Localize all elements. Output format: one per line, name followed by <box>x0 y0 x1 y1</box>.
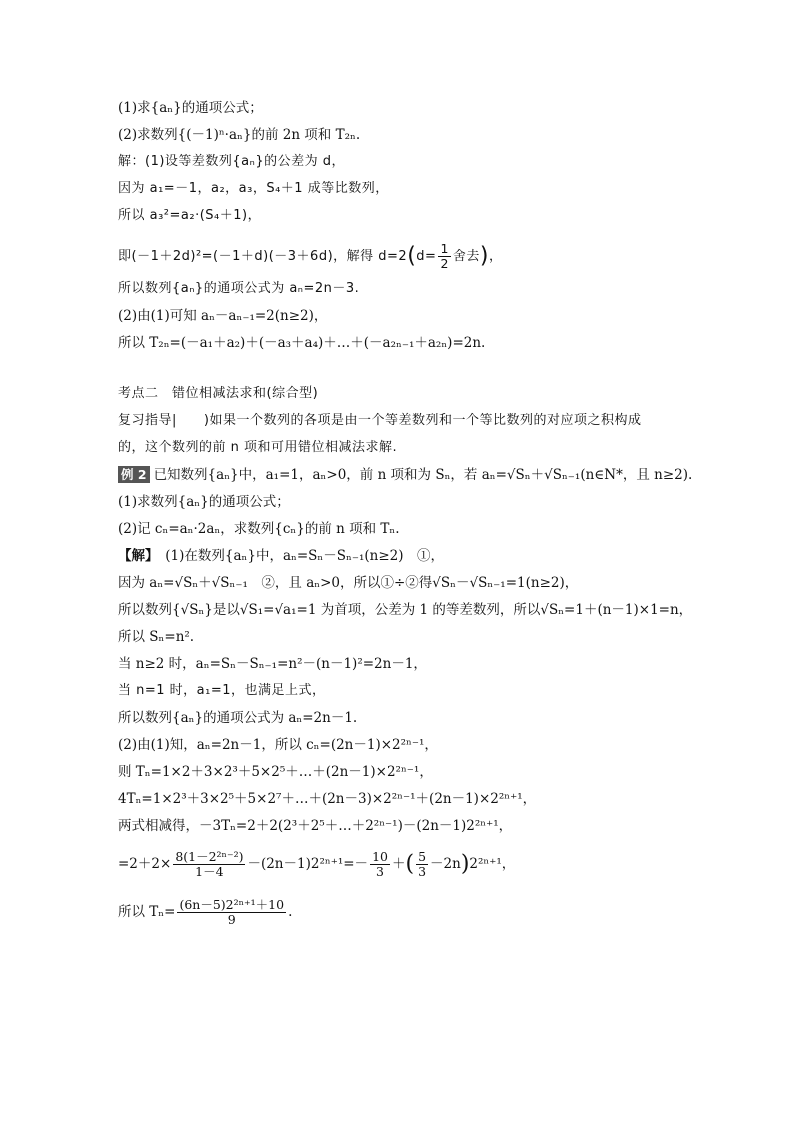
answer-line-10: 4Tₙ=1×2³＋3×2⁵＋5×2⁷＋…＋(2n－3)×2²ⁿ⁻¹＋(2n－1)×2²ⁿ⁺¹， <box>118 791 537 807</box>
fraction-sum: $\frac{\text{8(1－2²ⁿ⁻²)}}{1-4}$ <box>175 849 244 879</box>
fraction-ten-thirds: $\frac{10}{3}$ <box>372 849 388 879</box>
solve-d: d= <box>416 249 437 264</box>
answer-line-4: 所以 Sₙ=n². <box>118 629 195 645</box>
review-guide-line-1: 复习指导| )如果一个数列的各项是由一个等差数列和一个等比数列的对应项之积构成 <box>118 413 642 428</box>
example-badge: 例 2 <box>118 466 150 483</box>
solution-geometric: 因为 a₁=－1，a₂，a₃，S₄＋1 成等比数列， <box>118 181 389 196</box>
answer-line-8: (2)由(1)知，aₙ=2n－1，所以 cₙ=(2n－1)×2²ⁿ⁻¹， <box>118 737 438 753</box>
fraction-half: $\frac{1}{2}$ <box>440 241 449 271</box>
answer-line-1: 【解】 (1)在数列{aₙ}中，aₙ=Sₙ－Sₙ₋₁(n≥2) ①， <box>118 548 444 564</box>
answer-line-5: 当 n≥2 时，aₙ=Sₙ－Sₙ₋₁=n²－(n－1)²=2n－1， <box>118 656 427 672</box>
answer-label: 【解】 <box>118 548 152 564</box>
answer-line-2: 因为 aₙ=√Sₙ＋√Sₙ₋₁ ②，且 aₙ>0，所以①÷②得√Sₙ－√Sₙ₋₁=1(n≥2)， <box>118 575 579 591</box>
answer-line-7: 所以数列{aₙ}的通项公式为 aₙ=2n－1. <box>118 710 358 726</box>
question-2: (2)求数列{(－1)ⁿ·aₙ}的前 2n 项和 T₂ₙ. <box>118 127 361 143</box>
example-2-q2: (2)记 cₙ=aₙ·2aₙ，求数列{cₙ}的前 n 项和 Tₙ. <box>118 521 400 537</box>
solve-text: 即(－1＋2d)²=(－1＋d)(－3＋6d)，解得 d=2 <box>118 249 408 264</box>
example-2-q1: (1)求数列{aₙ}的通项公式； <box>118 494 290 510</box>
solution-solve: 即(－1＋2d)²=(－1＋d)(－3＋6d)，解得 d=2(d= $\frac{1}{2}$ 舍去)， <box>118 241 503 271</box>
answer-line-3: 所以数列{√Sₙ}是以√S₁=√a₁=1 为首项，公差为 1 的等差数列，所以√Sₙ=1＋(n－1)×1=n， <box>118 602 693 618</box>
fraction-five-thirds: $\frac{5}{3}$ <box>418 849 427 879</box>
answer-line-9: 则 Tₙ=1×2＋3×2³＋5×2⁵＋…＋(2n－1)×2²ⁿ⁻¹， <box>118 764 433 780</box>
question-1: (1)求{aₙ}的通项公式； <box>118 100 263 116</box>
solution-part2-b: 所以 T₂ₙ=(－a₁＋a₂)＋(－a₃＋a₄)＋…＋(－a₂ₙ₋₁＋a₂ₙ)=2n. <box>118 335 486 351</box>
example-2-text: 已知数列{aₙ}中，a₁=1，aₙ>0，前 n 项和为 Sₙ，若 aₙ=√Sₙ＋√Sₙ₋₁(n∈N*，且 n≥2). <box>153 467 693 483</box>
solution-general-term: 所以数列{aₙ}的通项公式为 aₙ=2n－3. <box>118 281 360 296</box>
answer-line-12: =2＋2× $\frac{\text{8(1－2²ⁿ⁻²)}}{1-4}$ －(2n－1)2²ⁿ⁺¹=－ $\frac{10}{3}$ ＋( $\frac{5}{3}$ －2n)2²ⁿ⁺¹， <box>118 849 516 879</box>
solution-equation: 所以 a₃²=a₂·(S₄＋1)， <box>118 208 262 223</box>
section-title: 考点二 错位相减法求和(综合型) <box>118 386 319 401</box>
example-2 <box>118 465 692 485</box>
answer-line-6: 当 n=1 时，a₁=1，也满足上式， <box>118 683 326 698</box>
solution-part2-a: (2)由(1)可知 aₙ－aₙ₋₁=2(n≥2)， <box>118 308 328 324</box>
solution-heading: 解：(1)设等差数列{aₙ}的公差为 d， <box>118 154 345 169</box>
review-guide-line-2: 的，这个数列的前 n 项和可用错位相减法求解. <box>118 440 398 455</box>
answer-line-13: 所以 Tₙ= $\frac{\text{(6n－5)2²ⁿ⁺¹＋10}}{9}$ . <box>118 897 293 927</box>
answer-line-11: 两式相减得，－3Tₙ=2＋2(2³＋2⁵＋…＋2²ⁿ⁻¹)－(2n－1)2²ⁿ⁺¹， <box>118 818 513 834</box>
fraction-result: $\frac{\text{(6n－5)2²ⁿ⁺¹＋10}}{9}$ <box>179 897 285 927</box>
